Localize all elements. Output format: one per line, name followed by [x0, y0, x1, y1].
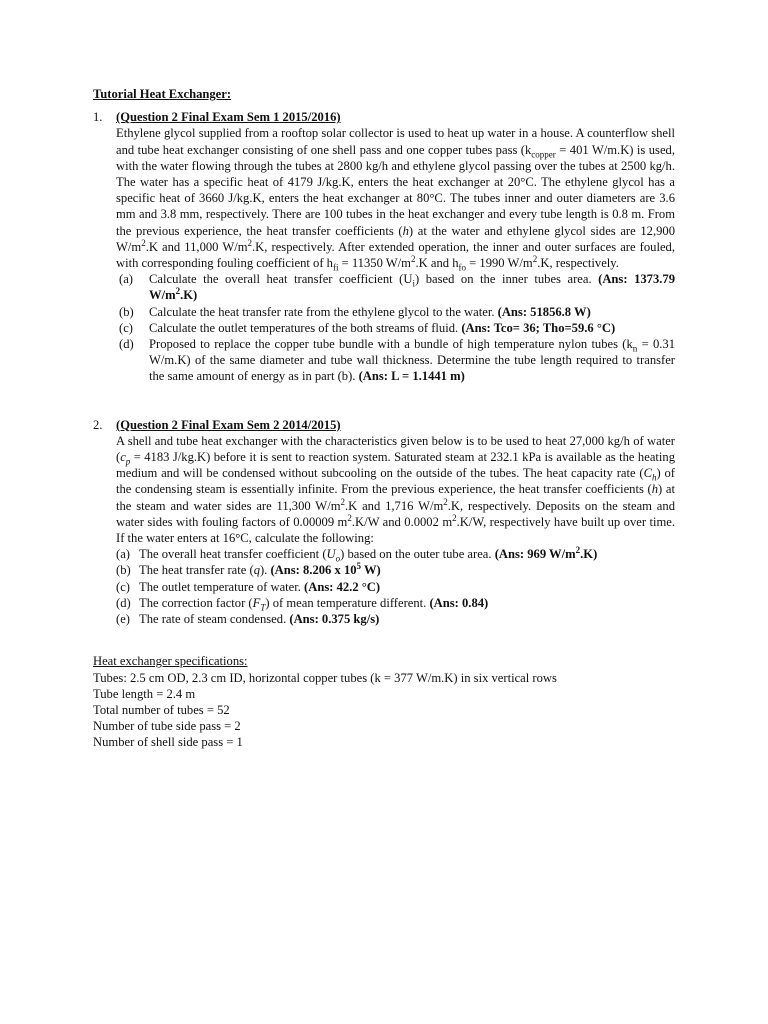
- text-run: .K): [180, 288, 198, 303]
- text-run: W): [361, 563, 381, 578]
- text-run: 5: [356, 561, 362, 572]
- text-run: = 0.31 W/m.K) of the same diameter and tube wall thickness. Determine the tube length required to transfer the same amount of energy as in part (b).: [149, 337, 675, 384]
- sub-question-text: [149, 337, 675, 383]
- text-run: The overall heat transfer coefficient (: [139, 547, 327, 562]
- text-run: ) based on the outer tube area.: [340, 547, 495, 562]
- text-run: .K, respectively. Deposits on the steam and water sides with fouling factors of 0.00009 m: [116, 498, 675, 529]
- text-run: 2: [175, 286, 181, 297]
- text-run: A shell and tube heat exchanger with the characteristics given below is to be used to heat 27,000 kg/h of water (: [116, 433, 675, 465]
- text-run: (Ans: 8.206 x 10: [270, 563, 357, 578]
- question-heading: (Question 2 Final Exam Sem 2 2014/2015): [116, 417, 341, 432]
- spacer: [93, 627, 675, 653]
- text-run: .K and h: [415, 256, 459, 271]
- sub-question-item: [116, 304, 675, 320]
- text-run: i: [412, 278, 415, 289]
- sub-question-item: [116, 320, 675, 336]
- question-number: 2.: [93, 417, 103, 432]
- text-run: h: [652, 472, 657, 483]
- text-run: ) at the steam and water sides are 11,300 W/m: [116, 482, 675, 513]
- spec-line: Total number of tubes = 52: [93, 702, 230, 717]
- text-run: 2: [141, 237, 146, 248]
- text-run: .K and 1,716 W/m: [345, 498, 444, 513]
- text-run: Calculate the outlet temperatures of the both streams of fluid.: [149, 320, 462, 335]
- sub-question-label: (c): [119, 320, 133, 335]
- text-run: U: [326, 547, 336, 562]
- text-run: copper: [531, 149, 556, 160]
- document-title: Tutorial Heat Exchanger:: [93, 87, 232, 101]
- text-run: 2: [340, 496, 345, 507]
- sub-question-label: (b): [119, 304, 134, 319]
- sub-question-item: [116, 546, 675, 562]
- text-run: .K): [580, 547, 598, 562]
- sub-question-label: (d): [116, 595, 131, 610]
- specifications-heading: Heat exchanger specifications:: [93, 654, 248, 669]
- spacer: [93, 385, 675, 417]
- question-parts: [116, 271, 675, 384]
- sub-question-label: (e): [116, 612, 130, 627]
- text-run: 2: [247, 237, 253, 248]
- text-run: 2: [410, 253, 416, 264]
- sub-question-text: [149, 321, 615, 335]
- sub-question-text: [139, 595, 489, 613]
- sub-question-text: [139, 563, 381, 577]
- text-run: ) at the water and ethylene glycol sides are 12,900 W/m: [116, 223, 676, 254]
- sub-question-item: [116, 271, 675, 303]
- text-run: p: [125, 456, 131, 467]
- text-run: fi: [332, 262, 339, 273]
- sub-question-item: [116, 579, 675, 595]
- text-run: The heat transfer rate (: [139, 563, 254, 578]
- sub-question-label: (c): [116, 579, 130, 594]
- sub-question-item: [116, 595, 675, 611]
- text-run: (Ans: 0.375 kg/s): [289, 612, 380, 627]
- text-run: Proposed to replace the copper tube bundle with a bundle of high temperature nylon tubes (k: [149, 337, 633, 352]
- text-run: ) based on the inner tubes area.: [414, 272, 599, 287]
- sub-question-text: [149, 272, 675, 302]
- text-run: n: [632, 343, 638, 354]
- question-number: 1.: [93, 110, 103, 125]
- text-run: 2: [443, 496, 448, 507]
- sub-question-text: [139, 580, 380, 594]
- text-run: .K/W, respectively have built up over time. If the water enters at 16°C, calculate the following:: [116, 514, 675, 546]
- sub-question-label: (d): [119, 337, 134, 352]
- text-run: The outlet temperature of water.: [139, 579, 305, 594]
- sub-question-label: (b): [116, 563, 131, 578]
- text-run: .K, respectively.: [537, 256, 619, 271]
- text-run: (Ans: 969 W/m: [494, 547, 576, 562]
- text-run: .K, respectively. After extended operation, the inner and outer surfaces are fouled, with corresponding fouling coefficient of h: [116, 239, 675, 271]
- text-run: C: [643, 466, 653, 481]
- text-run: Calculate the overall heat transfer coefficient (U: [149, 272, 413, 287]
- text-run: F: [252, 595, 261, 610]
- text-run: (Ans: 42.2 °C): [304, 579, 381, 594]
- sub-question-item: [116, 562, 675, 578]
- text-run: .K and 11,000 W/m: [145, 239, 248, 254]
- text-run: The correction factor (: [139, 595, 253, 610]
- text-run: c: [120, 450, 126, 465]
- sub-question-item: [116, 336, 675, 385]
- text-run: fo: [458, 262, 467, 273]
- text-run: h: [651, 482, 659, 497]
- text-run: h: [402, 223, 409, 238]
- text-run: q: [253, 563, 260, 578]
- document-content: [93, 86, 675, 751]
- text-run: .K/W and 0.0002 m: [351, 514, 453, 529]
- question-2: [93, 417, 675, 628]
- text-run: 2: [452, 512, 457, 523]
- sub-question-text: [139, 612, 379, 626]
- spec-line: Tubes: 2.5 cm OD, 2.3 cm ID, horizontal copper tubes (k = 377 W/m.K) in six vertical rows: [93, 670, 557, 685]
- question-paragraph: [116, 433, 675, 546]
- text-run: = 1990 W/m: [466, 256, 533, 271]
- sub-question-item: [116, 611, 675, 627]
- text-run: (Ans: L = 1.1441 m): [358, 369, 465, 384]
- text-run: 2: [575, 545, 581, 556]
- question-1: [93, 109, 675, 384]
- sub-question-text: [149, 305, 591, 319]
- sub-question-label: (a): [116, 547, 130, 562]
- text-run: 2: [347, 512, 352, 523]
- text-run: ) of mean temperature different.: [265, 595, 430, 610]
- spec-line: Tube length = 2.4 m: [93, 686, 196, 701]
- question-parts: [116, 546, 675, 627]
- specifications-block: [93, 653, 675, 750]
- text-run: ).: [259, 563, 271, 578]
- question-heading: (Question 2 Final Exam Sem 1 2015/2016): [116, 110, 341, 125]
- sub-question-label: (a): [119, 272, 133, 287]
- text-run: 2: [532, 253, 538, 264]
- text-run: (Ans: 51856.8 W): [497, 304, 591, 319]
- spec-line: Number of tube side pass = 2: [93, 719, 241, 734]
- spec-line: Number of shell side pass = 1: [93, 735, 243, 750]
- text-run: (Ans: 0.84): [429, 595, 489, 610]
- text-run: Calculate the heat transfer rate from the ethylene glycol to the water.: [149, 304, 498, 319]
- text-run: Ethylene glycol supplied from a rooftop solar collector is used to heat up water in a house. A counterflow shell and tube heat exchanger consisting of one shell pass and one copper tubes pass (k: [116, 126, 675, 157]
- text-run: = 4183 J/kg.K) before it is sent to reaction system. Saturated steam at 232.1 kPa is available as the heating medium and will be condensed without subcooling on the outside of the tubes. The heat capacity rate (: [116, 450, 675, 481]
- question-paragraph: [116, 125, 675, 271]
- text-run: ) of the condensing steam is essentially infinite. From the previous experience, the heat transfer coefficients (: [116, 466, 675, 497]
- text-run: (Ans: Tco= 36; Tho=59.6 °C): [461, 320, 616, 335]
- text-run: The rate of steam condensed.: [139, 612, 290, 627]
- sub-question-text: [139, 545, 598, 564]
- text-run: T: [260, 602, 266, 613]
- text-run: = 11350 W/m: [338, 256, 411, 271]
- text-run: (Ans: 1373.79 W/m: [149, 272, 675, 303]
- text-run: = 401 W/m.K) is used, with the water flowing through the tubes at 2800 kg/h and ethylene glycol passing over the tubes at 2500 kg/h. The water has a specific heat of 4179 J/kg.K, enters the heat exchanger at 20°C. The ethylene glycol has a specific heat of 3660 J/kg.K, enters the heat exchanger at 80°C. The tubes inner and outer diameters are 3.6 mm and 3.8 mm, respectively. There are 100 tubes in the heat exchanger and every tube length is 0.8 m. From the previous experience, the heat transfer coefficients (: [116, 142, 675, 238]
- text-run: o: [335, 553, 341, 564]
